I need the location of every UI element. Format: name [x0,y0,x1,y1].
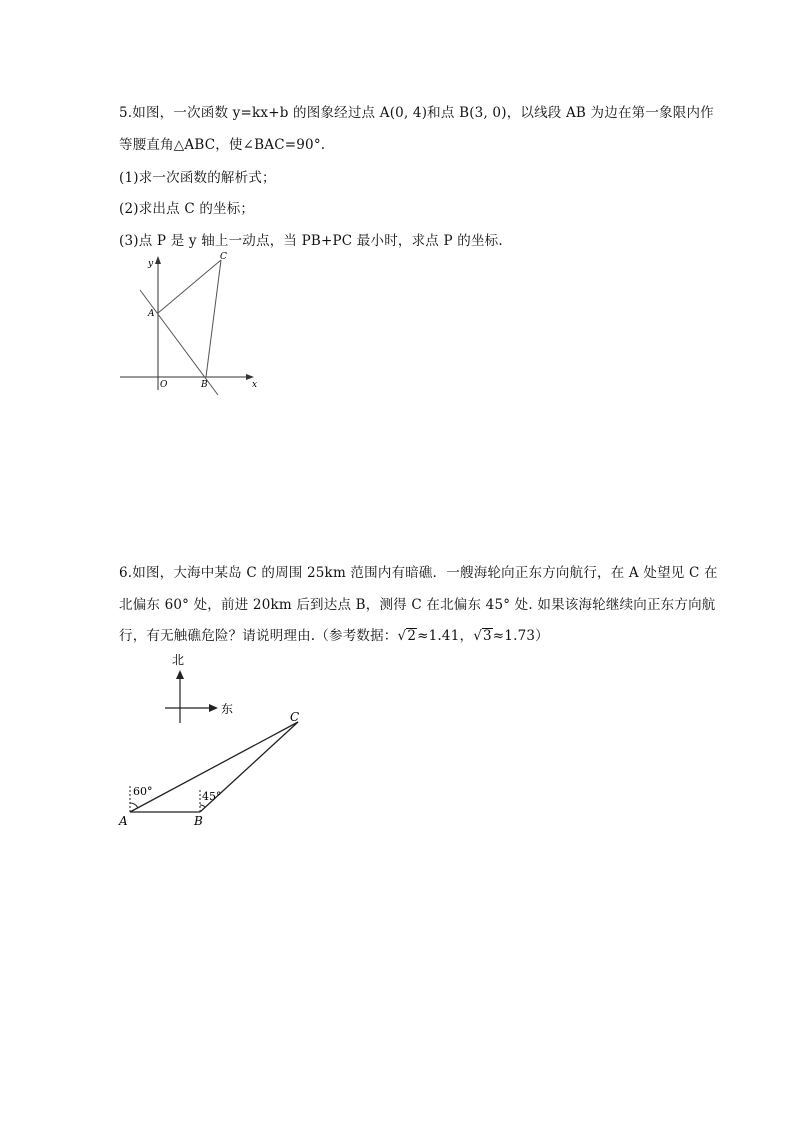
compass-east-arrow [209,704,218,712]
problem6-line2: 北偏东 60° 处，前进 20km 后到达点 B，测得 C 在北偏东 45° 处. 如果该海轮继续向正东方向航 [119,597,716,613]
angle-a-label: 60° [133,785,153,798]
label-o: O [160,380,168,390]
label-x: x [252,380,258,390]
label-b: B [201,380,208,390]
approx2-text: ≈1.73） [492,628,549,644]
problem5-line2: 等腰直角△ABC，使∠BAC=90°. [119,137,326,153]
problem5-figure [118,250,263,400]
angle-arc-a [130,803,138,808]
angle-b-label: 45° [202,790,222,803]
problem6-line3 [119,624,549,644]
label-b: B [194,814,203,828]
label-a: A [119,814,128,828]
problem5-line1: 5.如图，一次函数 y=kx+b 的图象经过点 A(0, 4)和点 B(3, 0)，以线段 AB 为边在第一象限内作 [119,105,714,121]
label-c: C [290,710,300,724]
label-c: C [220,252,227,262]
sqrt2-expression: √2 [397,628,417,644]
compass-north-arrow [176,670,184,679]
problem5-part2: (2)求出点 C 的坐标； [119,201,255,217]
approx1-text: ≈1.41， [417,628,474,644]
sqrt3-expression: √3 [473,628,492,644]
problem6-line3-text: 行，有无触礁危险？请说明理由.（参考数据： [119,628,398,644]
label-y: y [148,259,154,269]
problem6-figure [115,650,315,830]
label-a: A [148,309,155,319]
problem5-part3: (3)点 P 是 y 轴上一动点，当 PB+PC 最小时，求点 P 的坐标. [119,233,503,249]
sqrt2-radicand: 2 [407,628,417,644]
segment-bc [206,260,221,377]
label-east: 东 [221,702,234,716]
problem6-line1: 6.如图，大海中某岛 C 的周围 25km 范围内有暗礁．一艘海轮向正东方向航行，在 A 处望见 C 在 [119,565,718,581]
sqrt3-radicand: 3 [483,628,492,644]
y-axis-arrow [155,256,161,264]
angle-arc-b [200,805,205,807]
label-north: 北 [172,653,185,667]
segment-ac [158,260,221,313]
problem5-part1: (1)求一次函数的解析式； [119,170,276,186]
